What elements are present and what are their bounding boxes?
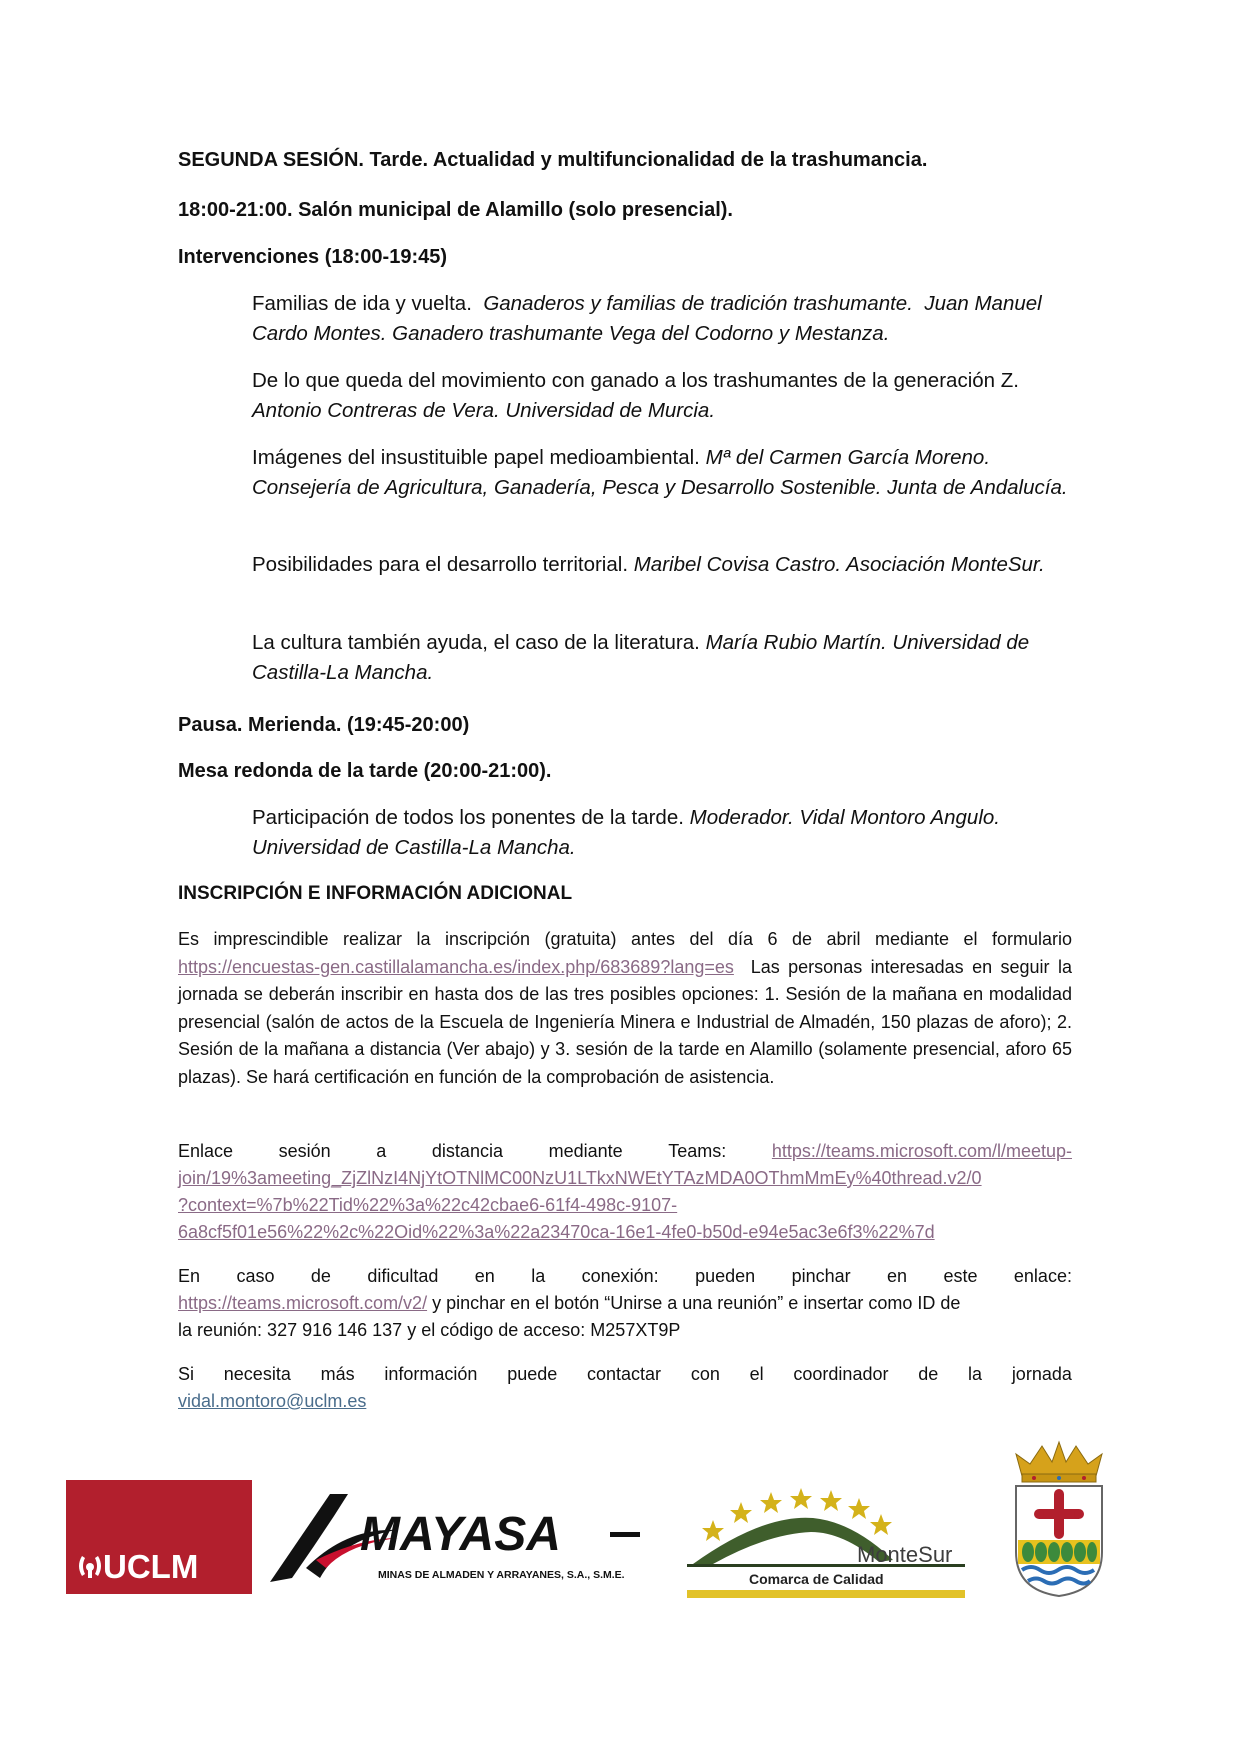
montesur-logo bbox=[683, 1480, 973, 1598]
registration-form-link[interactable]: https://encuestas-gen.castillalamancha.es/index.php/683689?lang=es bbox=[178, 956, 734, 977]
intervention-affiliation: Universidad de Murcia bbox=[505, 399, 710, 422]
intervention-title: Imágenes del insustituible papel medioambiental. bbox=[252, 446, 700, 469]
teams-line-3 bbox=[178, 1192, 1072, 1220]
difficulty-text-after: y pinchar en el botón “Unirse a una reunión” e insertar como ID de bbox=[432, 1293, 961, 1313]
round-table-speaker: Moderador. Vidal Montoro Angulo bbox=[689, 806, 995, 829]
intervention-speaker: Mª del Carmen García Moreno bbox=[705, 446, 985, 469]
intervention-title: Posibilidades para el desarrollo territorial. bbox=[252, 553, 629, 576]
montesur-logo-name: MonteSur bbox=[857, 1542, 953, 1567]
round-table-heading: Mesa redonda de la tarde (20:00-21:00). bbox=[178, 760, 552, 782]
difficulty-word: la bbox=[531, 1266, 546, 1286]
difficulty-word: dificultad bbox=[367, 1266, 439, 1286]
session-time: 18:00-21:00. Salón municipal de Alamillo (solo presencial). bbox=[178, 199, 733, 221]
contact-line-2 bbox=[178, 1388, 1072, 1416]
teams-web-link[interactable]: https://teams.microsoft.com/v2/ bbox=[178, 1293, 428, 1313]
mayasa-logo-name: MAYASA bbox=[360, 1508, 561, 1561]
registration-paragraph bbox=[178, 926, 1072, 1091]
intervention-affiliation-2: Junta de Andalucía bbox=[887, 476, 1062, 499]
mayasa-logo bbox=[268, 1490, 642, 1600]
teams-label-word: Enlace bbox=[178, 1141, 234, 1161]
intervention-affiliation: Universidad de Castilla-La Mancha bbox=[252, 631, 1030, 684]
contact-word: con bbox=[690, 1364, 720, 1384]
difficulty-word: en bbox=[474, 1266, 495, 1286]
municipal-shield-logo bbox=[1004, 1440, 1114, 1600]
difficulty-word: enlace: bbox=[1013, 1266, 1072, 1286]
montesur-logo-tagline: Comarca de Calidad bbox=[749, 1571, 884, 1587]
teams-meeting-link-cont[interactable]: ?context=%7b%22Tid%22%3a%22c42cbae6-61f4-498c-9107- bbox=[178, 1195, 678, 1215]
difficulty-word: pueden bbox=[695, 1266, 756, 1286]
difficulty-word: En bbox=[178, 1266, 201, 1286]
teams-line-4 bbox=[178, 1219, 1072, 1247]
teams-line-2 bbox=[178, 1165, 1072, 1193]
intervention-item: Posibilidades para el desarrollo territorial. Maribel Covisa Castro. Asociación MonteSur. bbox=[252, 553, 1045, 576]
difficulty-word: conexión: bbox=[581, 1266, 659, 1286]
teams-line-1 bbox=[178, 1138, 1072, 1166]
contact-word: de bbox=[918, 1364, 939, 1384]
contact-word: coordinador bbox=[793, 1364, 889, 1384]
break-heading: Pausa. Merienda. (19:45-20:00) bbox=[178, 714, 470, 736]
info-heading: INSCRIPCIÓN E INFORMACIÓN ADICIONAL bbox=[178, 883, 573, 904]
uclm-logo-text: UCLM bbox=[103, 1548, 199, 1585]
contact-word: el bbox=[749, 1364, 764, 1384]
contact-word: jornada bbox=[1011, 1364, 1072, 1384]
contact-word: Si bbox=[178, 1364, 195, 1384]
teams-meeting-link-cont[interactable]: 6a8cf5f01e56%22%2c%22Oid%22%3a%22a23470ca-16e1-4fe0-b50d-e94e5ac3e6f3%22%7d bbox=[178, 1222, 935, 1242]
difficulty-word: caso bbox=[236, 1266, 275, 1286]
contact-word: más bbox=[320, 1364, 355, 1384]
contact-line-1 bbox=[178, 1361, 1072, 1389]
intervention-affiliation: Consejería de Agricultura, Ganadería, Pesca y Desarrollo Sostenible bbox=[252, 476, 876, 499]
intervention-affiliation: Ganadero trashumante Vega del Codorno y Mestanza bbox=[392, 322, 884, 345]
difficulty-word: en bbox=[887, 1266, 908, 1286]
teams-label-word: sesión bbox=[278, 1141, 331, 1161]
uclm-logo bbox=[66, 1480, 252, 1594]
registration-text-after: Las personas interesadas en seguir la jornada se deberán inscribir en hasta dos de las tres posibles opciones: 1. Sesión de la mañana en modalidad presencial (salón de actos de la Escuela de Ingeniería Minera e Industrial de Almadén, 150 plazas de aforo); 2. Sesión de la mañana a distancia (Ver abajo) y 3. sesión de la tarde en Alamillo (solamente presencial, aforo 65 plazas). Se hará certificación en función de la comprobación de asistencia. bbox=[178, 956, 1072, 1087]
intervention-subtitle: Ganaderos y familias de tradición trashumante. bbox=[483, 292, 913, 315]
interventions-heading: Intervenciones (18:00-19:45) bbox=[178, 246, 448, 268]
round-table-item: Participación de todos los ponentes de la tarde. Moderador. Vidal Montoro Angulo. Universidad de Castilla-La Mancha. bbox=[252, 806, 1000, 859]
mayasa-logo-subtitle: MINAS DE ALMADEN Y ARRAYANES, S.A., S.M.E. bbox=[378, 1569, 625, 1581]
intervention-item: La cultura también ayuda, el caso de la literatura. María Rubio Martín. Universidad de Castilla-La Mancha. bbox=[252, 631, 1030, 684]
contact-word: la bbox=[968, 1364, 983, 1384]
teams-label-word: distancia bbox=[431, 1141, 503, 1161]
teams-label-word: Teams: bbox=[668, 1141, 727, 1161]
intervention-item: Imágenes del insustituible papel medioambiental. Mª del Carmen García Moreno. Consejería de Agricultura, Ganadería, Pesca y Desarrollo Sostenible. Junta de Andalucía. bbox=[252, 446, 1068, 499]
teams-label-word: mediante bbox=[548, 1141, 623, 1161]
difficulty-line-1 bbox=[178, 1263, 1072, 1291]
difficulty-word: este bbox=[943, 1266, 978, 1286]
registration-text-before: Es imprescindible realizar la inscripción (gratuita) antes del día 6 de abril mediante el formulario bbox=[178, 929, 1072, 949]
intervention-speaker: Antonio Contreras de Vera bbox=[252, 399, 494, 422]
contact-word: información bbox=[384, 1364, 478, 1384]
difficulty-word: pinchar bbox=[791, 1266, 851, 1286]
difficulty-line-3: la reunión: 327 916 146 137 y el código de acceso: M257XT9P bbox=[178, 1320, 681, 1340]
round-table-title: Participación de todos los ponentes de la tarde. bbox=[252, 806, 684, 829]
difficulty-line-2 bbox=[178, 1290, 1072, 1318]
intervention-title: Familias de ida y vuelta. bbox=[252, 292, 472, 315]
session-title: SEGUNDA SESIÓN. Tarde. Actualidad y multifuncionalidad de la trashumancia. bbox=[178, 149, 928, 171]
intervention-title: De lo que queda del movimiento con ganado a los trashumantes de la generación Z. bbox=[252, 369, 1019, 392]
teams-label-word: a bbox=[376, 1141, 387, 1161]
contact-word: puede bbox=[507, 1364, 558, 1384]
contact-word: contactar bbox=[587, 1364, 662, 1384]
coordinator-email-link[interactable]: vidal.montoro@uclm.es bbox=[178, 1391, 367, 1411]
intervention-affiliation: Asociación MonteSur bbox=[846, 553, 1039, 576]
intervention-item: De lo que queda del movimiento con ganado a los trashumantes de la generación Z. Antonio Contreras de Vera. Universidad de Murcia. bbox=[252, 369, 1019, 422]
intervention-title: La cultura también ayuda, el caso de la literatura. bbox=[252, 631, 700, 654]
round-table-affiliation: Universidad de Castilla-La Mancha bbox=[252, 836, 570, 859]
intervention-item: Familias de ida y vuelta. Ganaderos y familias de tradición trashumante. Juan Manuel Cardo Montes. Ganadero trashumante Vega del Codorno y Mestanza. bbox=[252, 292, 1042, 345]
intervention-speaker: Maribel Covisa Castro bbox=[633, 553, 836, 576]
teams-meeting-link[interactable]: https://teams.microsoft.com/l/meetup- bbox=[771, 1141, 1072, 1161]
intervention-speaker: María Rubio Martín bbox=[705, 631, 882, 654]
difficulty-word: de bbox=[310, 1266, 331, 1286]
teams-meeting-link-cont[interactable]: join/19%3ameeting_ZjZlNzI4NjYtOTNlMC00NzU1LTkxNWEtYTAzMDA0OThmMmEy%40thread.v2/0 bbox=[178, 1168, 982, 1188]
intervention-speaker: Juan Manuel Cardo Montes bbox=[252, 292, 1042, 345]
contact-word: necesita bbox=[223, 1364, 291, 1384]
